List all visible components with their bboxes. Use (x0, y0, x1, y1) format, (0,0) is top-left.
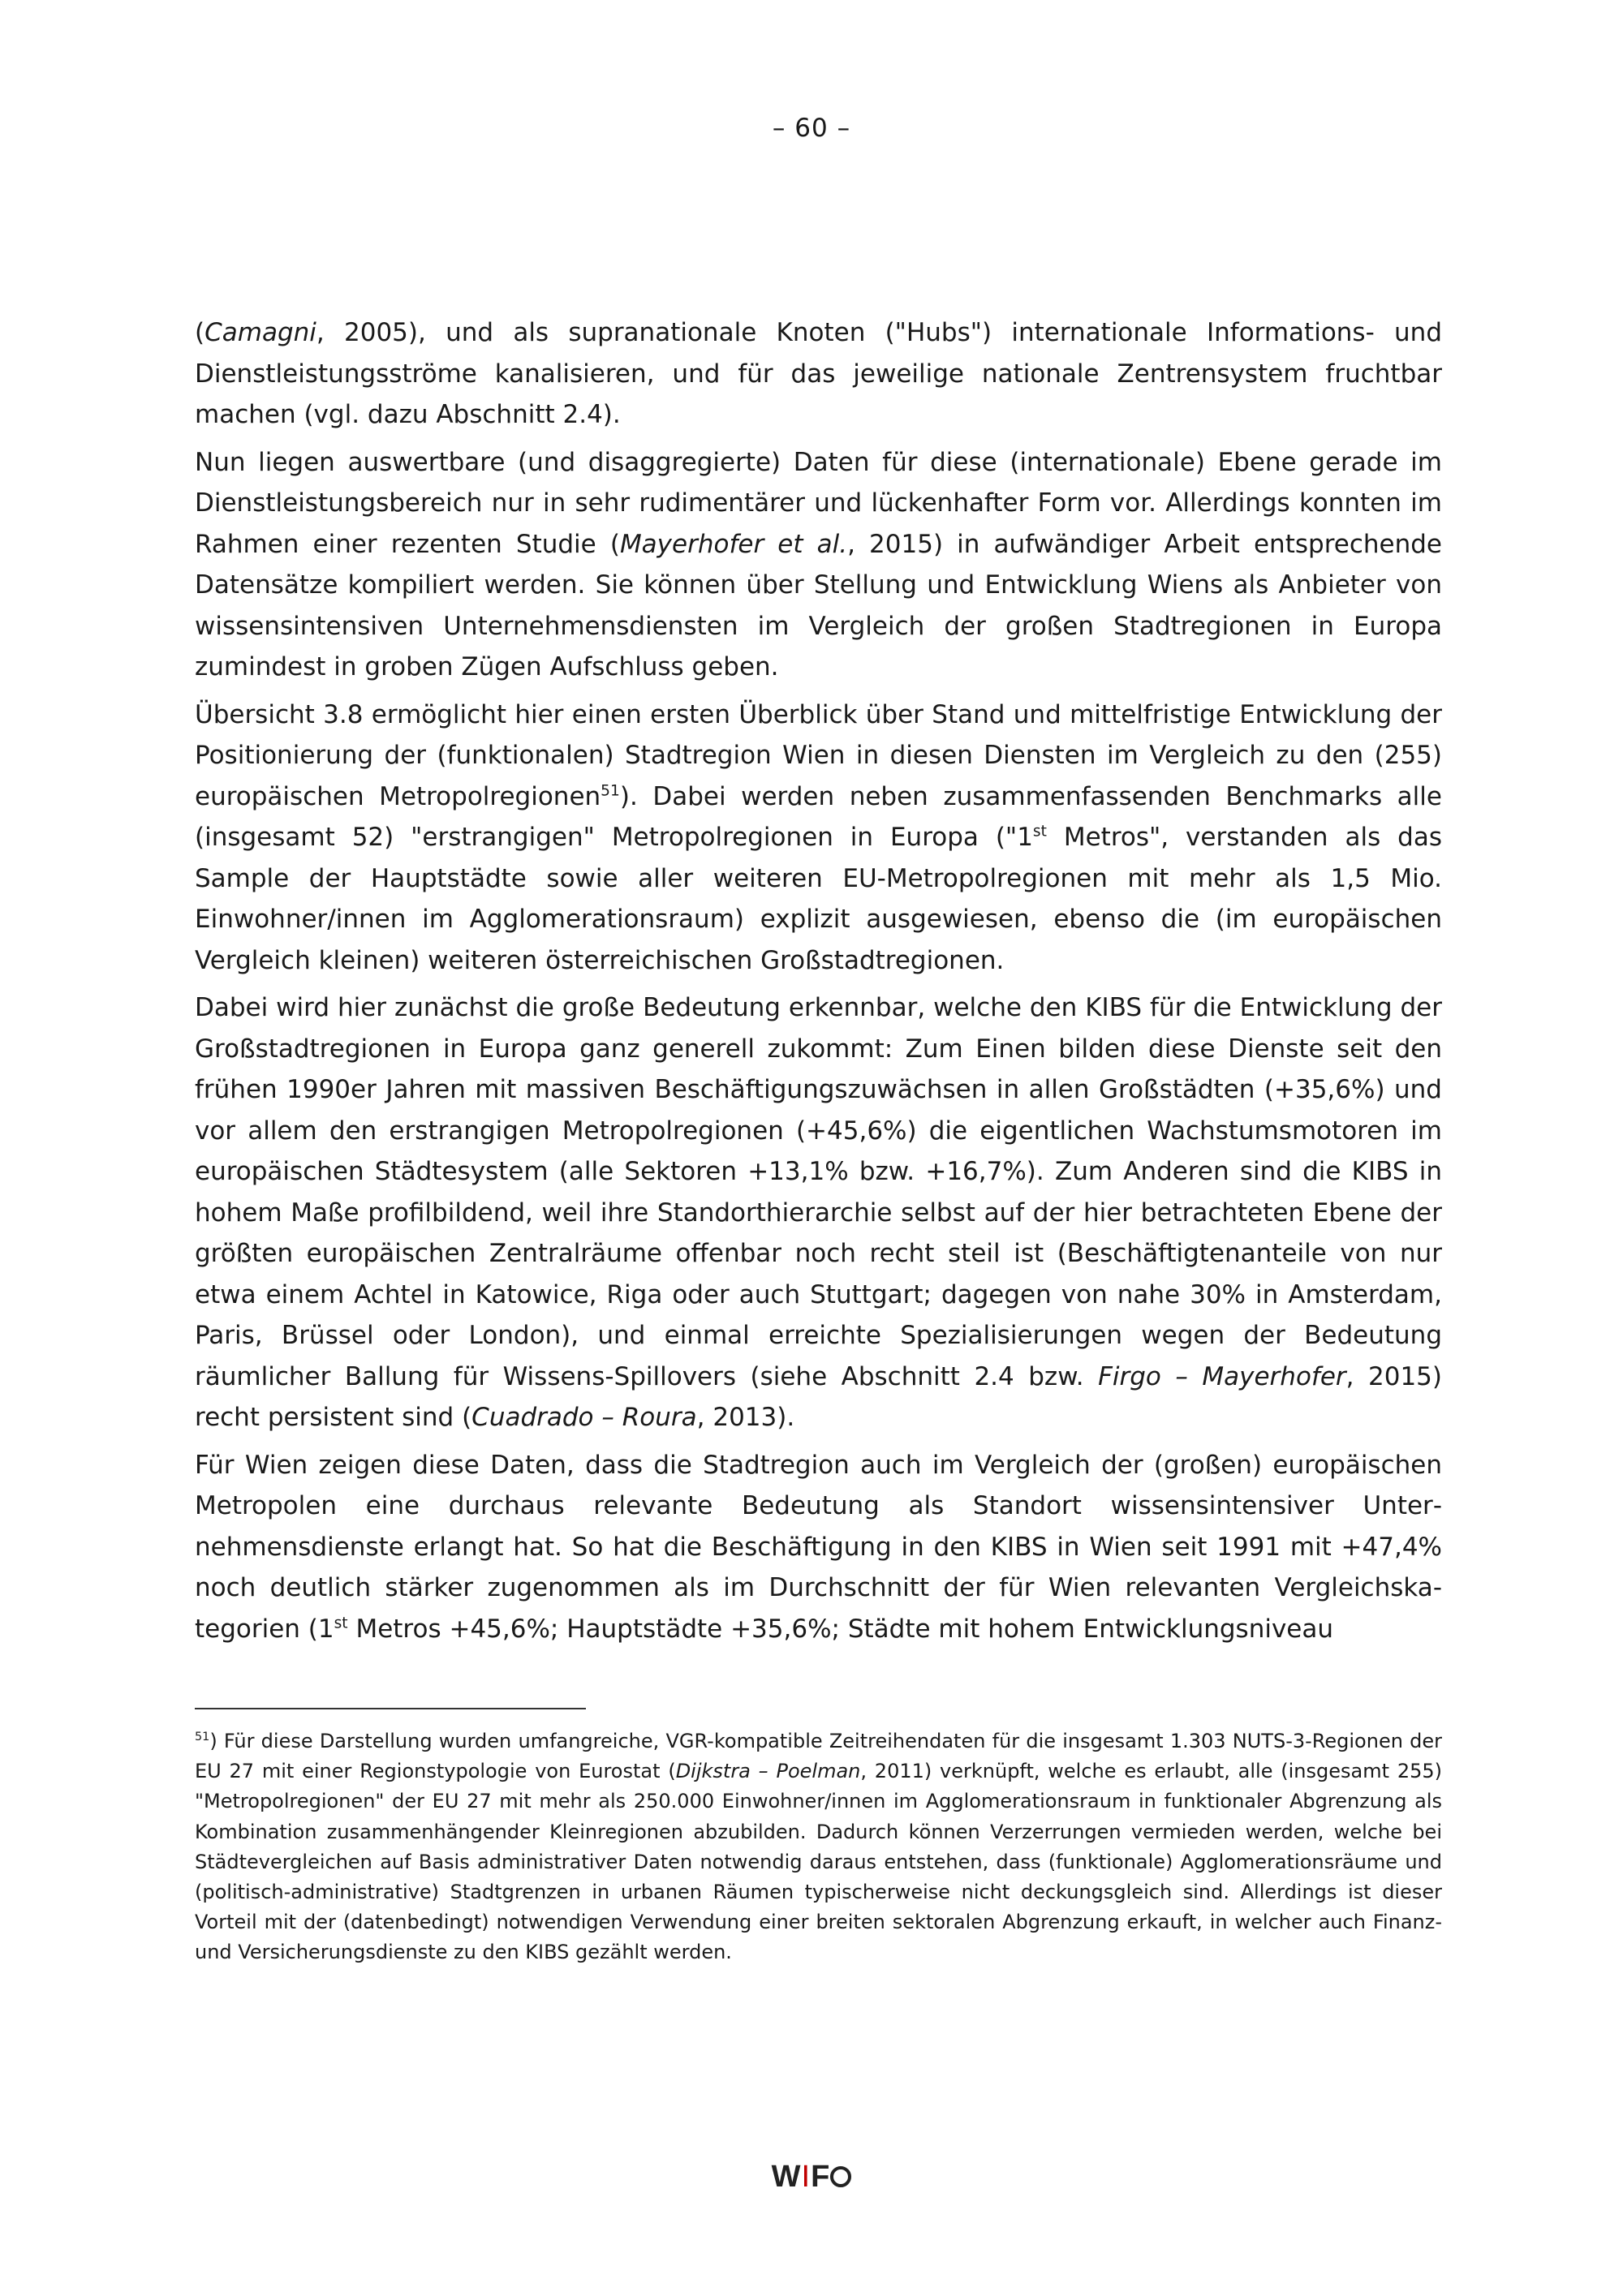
footnote (195, 1726, 1442, 1968)
text-run: , 2011) verknüpft, welche es erlaubt, alle (insgesamt 255) "Metropolregionen" der EU 27 mit mehr als 250.000 Einwohner/innen im Agglomerationsraum in funktionaler Abgrenzung als Kombination zusammenhängender Kleinregionen abzubilden. Dadurch können Verzerrungen vermieden werden, welche bei Städtevergleichen auf Basis administrativer Daten notwendig daraus entstehen, dass (funktionale) Agglomerationsräume und (politisch-administrative) Stadtgrenzen in urbanen Räumen typischerweise nicht deckungsgleich sind. Allerdings ist dieser Vorteil mit der (datenbedingt) notwendigen Verwendung einer breiten sektoralen Abgrenzung erkauft, in welcher auch Finanz- und Versicherungsdienste zu den KIBS gezählt werden. (195, 1760, 1442, 1964)
logo-separator: I (801, 2160, 811, 2194)
superscript: st (334, 1615, 348, 1632)
text-run: ) Für diese Darstellung wurden umfangreiche, VGR-kompatible Zeitreihendaten für die insgesamt 1.303 NUTS-3-Regionen der EU 27 mit einer Regionstypologie von Eurostat ( (195, 1730, 1442, 1783)
text-run: ( (195, 318, 205, 347)
logo-letter-f: F (811, 2160, 830, 2194)
logo-letter-w: W (771, 2160, 801, 2194)
text-run: Metros +45,6%; Hauptstädte +35,6%; Städte mit hohem Entwicklungsniveau (347, 1614, 1334, 1644)
paragraph (195, 694, 1442, 982)
text-run: , 2015) in aufwändiger Arbeit entsprechende Datensätze kompiliert werden. Sie können über Stellung und Entwicklung Wiens als Anbieter von wissensintensiven Unternehmensdiensten im Vergleich der großen Stadtregionen in Europa zumindest in groben Zügen Aufschluss geben. (195, 529, 1442, 681)
paragraph (195, 987, 1442, 1438)
text-run: Dabei wird hier zunächst die große Bedeutung erkennbar, welche den KIBS für die Entwicklung der Großstadtregionen in Europa ganz generell zukommt: Zum Einen bilden diese Dienste seit den frühen 1990er Jahren mit massiven Beschäftigungszuwächsen in allen Großstädten (+35,6%) und vor allem den erstrangigen Metropolregionen (+45,6%) die eigentlichen Wachstumsmotoren im europäischen Städtesystem (alle Sektoren +13,1% bzw. +16,7%). Zum Anderen sind die KIBS in hohem Maße profilbildend, weil ihre Standorthierarchie selbst auf der hier betrachteten Ebene der größten europäischen Zentralräume offenbar noch recht steil ist (Beschäftigtenanteile von nur etwa einem Achtel in Katowice, Riga oder auch Stuttgart; dagegen von nahe 30% in Amsterdam, Paris, Brüssel oder London), und einmal erreichte Spezialisierungen wegen der Bedeutung räumlicher Ballung für Wissens-Spillovers (siehe Abschnitt 2.4 bzw. (195, 993, 1442, 1391)
logo-o-icon (830, 2166, 851, 2187)
text-run: ). Dabei werden neben zusammenfassenden Benchmarks alle (insgesamt 52) "erstrangigen" Metropolregionen in Europa ("1 (195, 781, 1442, 852)
superscript: 51 (601, 782, 620, 800)
citation-author: Firgo – Mayerhofer (1098, 1361, 1346, 1391)
page-number: – 60 – (772, 114, 851, 143)
citation-author: Mayerhofer et al. (619, 529, 848, 559)
text-run: , 2015) recht persistent sind ( (195, 1361, 1442, 1432)
text-run: Für Wien zeigen diese Daten, dass die Stadtregion auch im Vergleich der (großen) europäischen Metropolen eine durchaus relevante Bedeutung als Standort wissensintensiver Unternehmensdienste erlangt hat. So hat die Beschäftigung in den KIBS in Wien seit 1991 mit +47,4% noch deutlich stärker zugenommen als im Durchschnitt der für Wien relevanten Vergleichskategorien (1 (195, 1450, 1442, 1644)
footnote-separator (195, 1708, 586, 1709)
wifo-logo (0, 2160, 1623, 2195)
footnotes (195, 1726, 1442, 1968)
superscript: 51 (195, 1731, 210, 1743)
text-run: , 2005), und als supranationale Knoten ("Hubs") internationale Informations- und Dienstleistungsströme kanalisieren, und für das jeweilige nationale Zentrensystem fruchtbar machen (vgl. dazu Abschnitt 2.4). (195, 318, 1442, 429)
paragraph (195, 312, 1442, 436)
paragraph (195, 1445, 1442, 1650)
text-run: Metros", verstanden als das Sample der Hauptstädte sowie aller weiteren EU-Metropolregionen mit mehr als 1,5 Mio. Einwohner/innen im Agglomerationsraum) explizit ausgewiesen, ebenso die (im europäischen Vergleich kleinen) weiteren österreichischen Großstadtregionen. (195, 823, 1443, 975)
text-run: Nun liegen auswertbare (und disaggregierte) Daten für diese (internationale) Ebene gerade im Dienstleistungsbereich nur in sehr rudimentärer und lückenhafter Form vor. Allerdings konnten im Rahmen einer rezenten Studie ( (195, 447, 1442, 559)
citation-author: Dijkstra – Poelman (675, 1760, 861, 1783)
text-run: Übersicht 3.8 ermöglicht hier einen ersten Überblick über Stand und mittelfristige Entwicklung der Positionierung der (funktionalen) Stadtregion Wien in diesen Diensten im Vergleich zu den (255) europäischen Metropolregionen (195, 699, 1442, 811)
paragraph (195, 442, 1442, 688)
superscript: st (1032, 823, 1047, 841)
text-run: , 2013). (696, 1403, 795, 1432)
citation-author: Camagni (204, 318, 316, 347)
citation-author: Cuadrado – Roura (471, 1403, 697, 1432)
body-text (195, 312, 1442, 1656)
